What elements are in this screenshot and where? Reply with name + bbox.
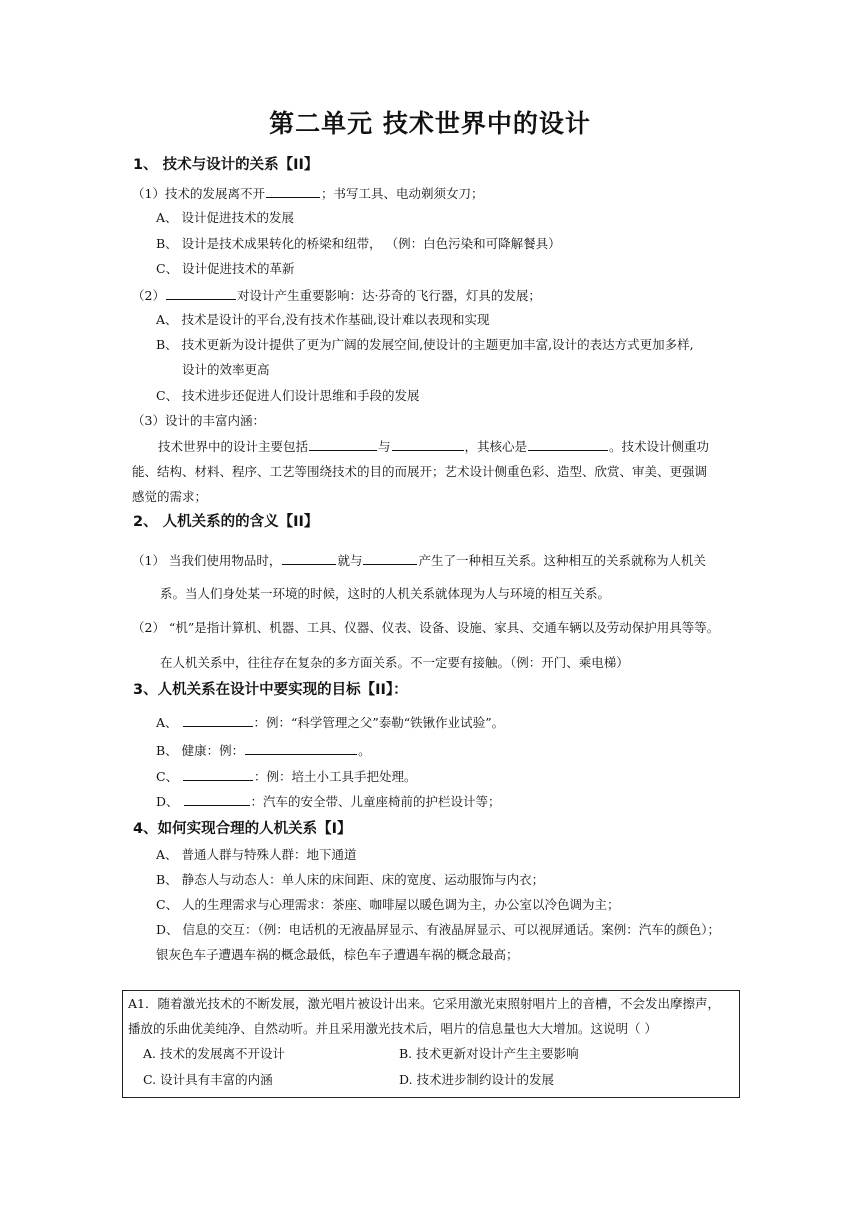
question-stem-line1: A1．随着激光技术的不断发展，激光唱片被设计出来。它采用激光束照射唱片上的音槽，不会发出摩擦声，: [128, 996, 720, 1011]
s1-q3-text-c: ，其核心是: [464, 439, 528, 454]
s2-p2-line1: （2） “机”是指计算机、机器、工具、仪器、仪表、设备、设施、家具、交通车辆以及劳动保护用具等等。: [132, 620, 720, 635]
s4-item-c: C、 人的生理需求与心理需求：茶座、咖啡屋以暖色调为主，办公室以冷色调为主；: [156, 897, 620, 912]
s4-item-d-cont: 银灰色车子遭遇车祸的概念最低，棕色车子遭遇车祸的概念最高；: [156, 947, 519, 962]
option-b[interactable]: B. 技术更新对设计产生主要影响: [399, 1046, 579, 1061]
s3-item-d-text: ：汽车的安全带、儿童座椅前的护栏设计等；: [250, 794, 501, 809]
s3-item-b-label: B、 健康：例：: [156, 743, 245, 758]
s4-item-b: B、 静态人与动态人：单人床的床间距、床的宽度、运动服饰与内衣；: [156, 872, 545, 887]
s3-item-a: [156, 713, 504, 732]
s1-q1-text-b: ；书写工具、电动剃须女刀；: [320, 186, 484, 201]
s1-q1-text-a: （1）技术的发展离不开: [132, 186, 265, 201]
s2-p1-text-a: （1） 当我们使用物品时，: [132, 553, 282, 568]
page-title: 第二单元 技术世界中的设计: [269, 109, 591, 138]
s1-q3-text-b: 与: [378, 439, 391, 454]
s1-q2-item-b: B、 技术更新为设计提供了更为广阔的发展空间,使设计的主题更加丰富,设计的表达方式更加多样,: [156, 337, 694, 352]
s2-p1-text-b: 就与: [337, 553, 363, 568]
s1-q2-item-a: A、 技术是设计的平台,没有技术作基础,设计难以表现和实现: [156, 312, 490, 327]
fill-blank[interactable]: [184, 792, 250, 806]
s3-item-d-label: D、: [156, 794, 183, 809]
fill-blank[interactable]: [282, 551, 336, 565]
s1-q3-para-line1: [158, 437, 709, 456]
s1-q1-item-c: C、 设计促进技术的革新: [156, 261, 295, 276]
s4-item-a: A、 普通人群与特殊人群：地下通道: [156, 847, 357, 862]
section-3-heading: 3、人机关系在设计中要实现的目标【II】：: [133, 682, 408, 698]
fill-blank[interactable]: [309, 437, 377, 451]
question-stem-line2: 播放的乐曲优美纯净、自然动听。并且采用激光技术后，唱片的信息量也大大增加。这说明（ ）: [128, 1021, 657, 1036]
s1-q1-item-a: A、 设计促进技术的发展: [156, 210, 295, 225]
s1-q3-text-a: 技术世界中的设计主要包括: [158, 439, 309, 454]
s1-q2-text-a: （2）: [132, 288, 165, 303]
option-d[interactable]: D. 技术进步制约设计的发展: [399, 1072, 555, 1087]
fill-blank[interactable]: [392, 437, 464, 451]
fill-blank[interactable]: [528, 437, 608, 451]
s1-q1: [132, 184, 483, 203]
s2-p2-line2: 在人机关系中，往往存在复杂的多方面关系。不一定要有接触。（例：开门、乘电梯）: [160, 655, 629, 670]
s2-p1-text-c: 产生了一种相互关系。这种相互的关系就称为人机关: [418, 553, 706, 568]
section-4-heading: 4、如何实现合理的人机关系【I】: [133, 821, 352, 837]
s1-q3: （3）设计的丰富内涵：: [132, 413, 265, 428]
s3-item-c: [156, 767, 417, 786]
fill-blank[interactable]: [266, 184, 320, 198]
s1-q2: [132, 286, 541, 305]
s3-item-c-label: C、: [156, 769, 183, 784]
fill-blank[interactable]: [245, 741, 357, 755]
s1-q1-item-b: B、 设计是技术成果转化的桥梁和纽带， （例：白色污染和可降解餐具）: [156, 236, 561, 251]
fill-blank[interactable]: [166, 286, 236, 300]
section-1-heading: 1、 技术与设计的关系【II】: [133, 157, 319, 173]
s1-q2-item-b-cont: 设计的效率更高: [182, 362, 270, 377]
fill-blank[interactable]: [363, 551, 417, 565]
s3-item-a-text: ：例：“科学管理之父”泰勒“铁锹作业试验”。: [253, 715, 505, 730]
section-2-heading: 2、 人机关系的的含义【II】: [133, 514, 319, 530]
fill-blank[interactable]: [183, 767, 253, 781]
s4-item-d: D、 信息的交互：（例：电话机的无液晶屏显示、有液晶屏显示、可以视屏通话。案例：汽车的颜色）；: [156, 922, 720, 937]
s1-q2-text-b: 对设计产生重要影响：达·芬奇的飞行器，灯具的发展；: [236, 288, 541, 303]
fill-blank[interactable]: [183, 713, 253, 727]
s1-q2-item-c: C、 技术进步还促进人们设计思维和手段的发展: [156, 388, 420, 403]
s3-item-a-label: A、: [156, 715, 182, 730]
s2-p1-line2: 系。当人们身处某一环境的时候，这时的人机关系就体现为人与环境的相互关系。: [160, 586, 611, 601]
s3-item-d: [156, 792, 501, 811]
s2-p1-line1: [132, 551, 706, 570]
s3-item-b-text: 。: [358, 743, 371, 758]
s3-item-c-text: ：例：培土小工具手把处理。: [254, 769, 417, 784]
option-a[interactable]: A. 技术的发展离不开设计: [143, 1046, 285, 1061]
s1-q3-para-line2: 能、结构、材料、程序、工艺等围绕技术的目的而展开；艺术设计侧重色彩、造型、欣赏、审美、更强调: [132, 464, 708, 479]
question-box: [122, 990, 740, 1098]
s3-item-b: [156, 741, 371, 760]
s1-q3-para-line3: 感觉的需求；: [132, 489, 208, 504]
s1-q3-text-d: 。技术设计侧重功: [609, 439, 710, 454]
option-c[interactable]: C. 设计具有丰富的内涵: [143, 1072, 273, 1087]
